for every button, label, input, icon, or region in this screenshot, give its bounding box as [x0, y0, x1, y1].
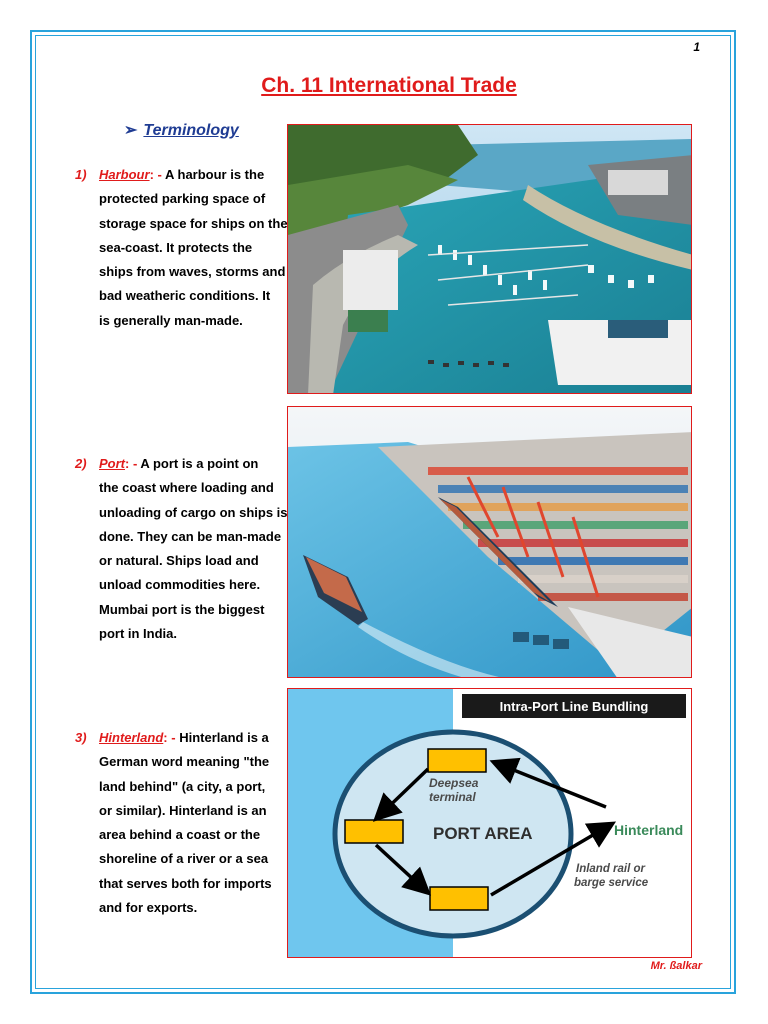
term-text: ships from waves, storms and: [99, 264, 286, 280]
term-text: or natural. Ships load and: [99, 553, 259, 569]
term-text: is generally man-made.: [99, 312, 243, 328]
diagram-title: Intra-Port Line Bundling: [499, 699, 649, 714]
deepsea-terminal-box: [428, 749, 486, 772]
term-hinterland: [75, 726, 275, 920]
term-text: sea-coast. It protects the: [99, 239, 253, 255]
term-harbour: [75, 163, 288, 333]
term-text: and for exports.: [99, 900, 198, 916]
section-heading: [124, 120, 239, 140]
term-separator: : -: [125, 456, 138, 471]
term-text: area behind a coast or the: [99, 827, 261, 843]
term-text: protected parking space of: [99, 191, 266, 207]
term-text: Hinterland is a: [179, 730, 269, 745]
hinterland-label: Hinterland: [614, 822, 684, 838]
term-name: Harbour: [99, 167, 150, 182]
term-text: Mumbai port is the biggest: [99, 601, 265, 617]
port-photo: [287, 406, 692, 678]
term-text: A harbour is the: [164, 167, 265, 182]
terminal-box-bottom: [430, 887, 488, 910]
term-text: that serves both for imports: [99, 875, 272, 891]
term-text: unloading of cargo on ships is: [99, 504, 288, 520]
inland-rail-label: Inland rail or: [576, 863, 646, 875]
intra-port-diagram: [287, 688, 692, 958]
term-text: or similar). Hinterland is an: [99, 802, 267, 818]
deepsea-label: Deepsea: [429, 776, 479, 790]
term-port: [75, 452, 288, 646]
term-text: done. They can be man-made: [99, 528, 282, 544]
term-name: Port: [99, 456, 125, 471]
author-signature: Mr. ßalkar: [650, 960, 702, 972]
section-heading-text: Terminology: [143, 122, 239, 139]
term-text: the coast where loading and: [99, 480, 274, 496]
page-title: Ch. 11 International Trade: [261, 74, 517, 97]
term-text: unload commodities here.: [99, 577, 261, 593]
term-number: 1): [75, 167, 87, 182]
term-text: storage space for ships on the: [99, 215, 288, 231]
barge-service-label: barge service: [574, 877, 649, 889]
term-number: 3): [75, 730, 87, 745]
term-text: A port is a point on: [140, 456, 259, 471]
term-text: bad weatheric conditions. It: [99, 288, 271, 304]
term-text: port in India.: [99, 626, 177, 642]
term-name: Hinterland: [99, 730, 164, 745]
arrow-bullet-icon: ➢: [124, 122, 138, 139]
term-text: land behind" (a city, a port,: [99, 778, 266, 794]
terminal-label: terminal: [429, 790, 476, 804]
harbour-photo: [287, 124, 692, 394]
page-number: 1: [693, 40, 700, 54]
terminal-box-left: [345, 820, 403, 843]
term-number: 2): [75, 456, 87, 471]
term-separator: : -: [149, 167, 162, 182]
port-area-label: PORT AREA: [433, 824, 533, 843]
term-text: shoreline of a river or a sea: [99, 851, 269, 867]
term-separator: : -: [163, 730, 176, 745]
term-text: German word meaning "the: [99, 754, 270, 770]
